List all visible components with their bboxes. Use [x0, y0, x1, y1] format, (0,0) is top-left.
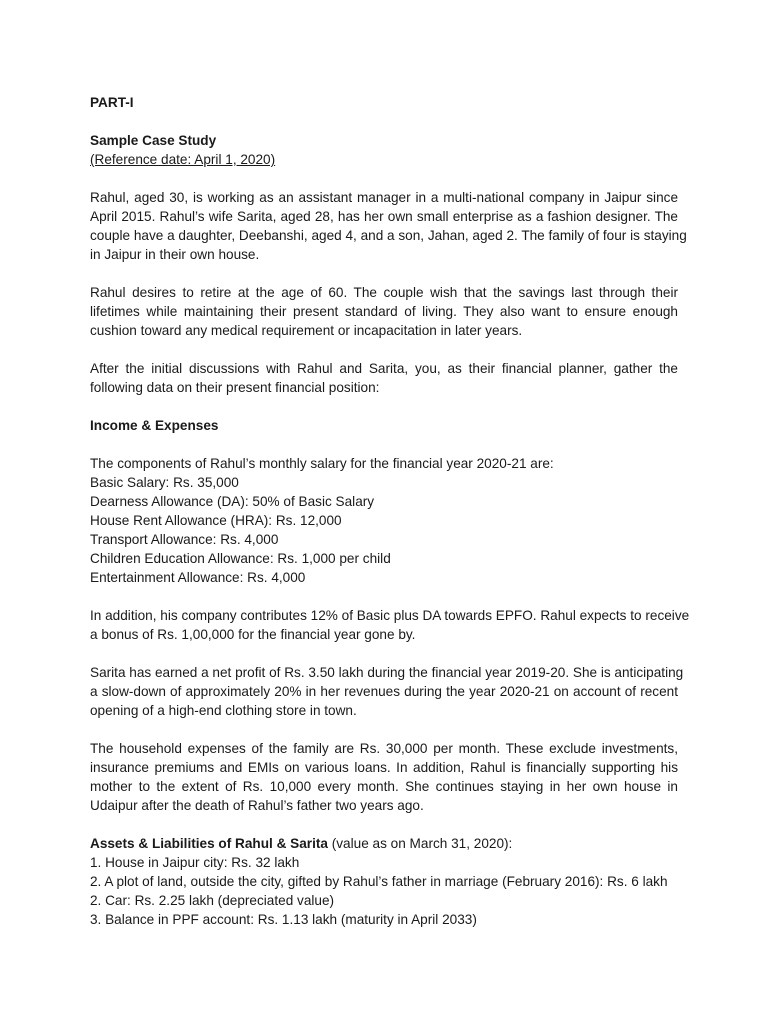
paragraph-line: Rahul desires to retire at the age of 60. The couple wish that the savings last through their — [90, 285, 678, 300]
paragraph-line: in Jaipur in their own house. — [90, 247, 260, 262]
salary-item: Dearness Allowance (DA): 50% of Basic Salary — [90, 494, 375, 509]
paragraph-line: April 2015. Rahul’s wife Sarita, aged 28, has her own small enterprise as a fashion designer. The — [90, 209, 678, 224]
part-heading: PART-I — [90, 95, 134, 110]
paragraph-line: After the initial discussions with Rahul and Sarita, you, as their financial planner, gather the — [90, 361, 678, 376]
paragraph-line: cushion toward any medical requirement or incapacitation in later years. — [90, 323, 523, 338]
paragraph-line: Sarita has earned a net profit of Rs. 3.50 lakh during the financial year 2019-20. She is anticipating — [90, 665, 684, 680]
assets-liabilities-heading-line — [90, 834, 678, 853]
paragraph-line: a slow-down of approximately 20% in her revenues during the year 2020-21 on account of recent — [90, 684, 678, 699]
salary-item: Transport Allowance: Rs. 4,000 — [90, 532, 279, 547]
salary-intro: The components of Rahul’s monthly salary for the financial year 2020-21 are: — [90, 456, 554, 471]
spacer — [90, 435, 678, 454]
spacer — [90, 112, 678, 131]
case-title: Sample Case Study — [90, 133, 217, 148]
paragraph-family-profile — [90, 188, 687, 264]
paragraph-line: couple have a daughter, Deebanshi, aged 4, and a son, Jahan, aged 2. The family of four is staying — [90, 228, 687, 243]
spacer — [90, 720, 678, 739]
assets-list — [90, 853, 678, 929]
paragraph-sarita-income — [90, 663, 684, 720]
paragraph-line: mother to the extent of Rs. 10,000 every month. She continues staying in her own house in — [90, 779, 678, 794]
salary-item: Entertainment Allowance: Rs. 4,000 — [90, 570, 306, 585]
paragraph-line: a bonus of Rs. 1,00,000 for the financial year gone by. — [90, 627, 416, 642]
salary-item: Children Education Allowance: Rs. 1,000 per child — [90, 551, 391, 566]
paragraph-data-gathering — [90, 359, 678, 397]
spacer — [90, 587, 678, 606]
spacer — [90, 644, 678, 663]
income-expenses-heading: Income & Expenses — [90, 418, 219, 433]
paragraph-line: following data on their present financial position: — [90, 380, 380, 395]
salary-item: Basic Salary: Rs. 35,000 — [90, 475, 239, 490]
assets-heading-note: (value as on March 31, 2020): — [327, 836, 513, 851]
paragraph-line: Rahul, aged 30, is working as an assistant manager in a multi-national company in Jaipur since — [90, 190, 678, 205]
paragraph-line: Udaipur after the death of Rahul’s father two years ago. — [90, 798, 424, 813]
reference-date: (Reference date: April 1, 2020) — [90, 152, 276, 167]
spacer — [90, 169, 678, 188]
paragraph-goals — [90, 283, 678, 340]
paragraph-line: opening of a high-end clothing store in town. — [90, 703, 357, 718]
document-page — [90, 93, 690, 929]
asset-item: 2. Car: Rs. 2.25 lakh (depreciated value) — [90, 893, 335, 908]
asset-item: 1. House in Jaipur city: Rs. 32 lakh — [90, 855, 300, 870]
paragraph-line: In addition, his company contributes 12% of Basic plus DA towards EPFO. Rahul expects to receive — [90, 608, 690, 623]
paragraph-line: insurance premiums and EMIs on various loans. In addition, Rahul is financially supporting his — [90, 760, 678, 775]
spacer — [90, 815, 678, 834]
paragraph-epfo-bonus — [90, 606, 690, 644]
spacer — [90, 397, 678, 416]
asset-item: 2. A plot of land, outside the city, gifted by Rahul’s father in marriage (February 2016): Rs. 6 lakh — [90, 874, 668, 889]
paragraph-household-expenses — [90, 739, 678, 815]
salary-components-list — [90, 473, 678, 587]
asset-item: 3. Balance in PPF account: Rs. 1.13 lakh (maturity in April 2033) — [90, 912, 477, 927]
salary-item: House Rent Allowance (HRA): Rs. 12,000 — [90, 513, 342, 528]
spacer — [90, 340, 678, 359]
spacer — [90, 264, 678, 283]
paragraph-line: lifetimes while maintaining their present standard of living. They also want to ensure enough — [90, 304, 678, 319]
paragraph-line: The household expenses of the family are Rs. 30,000 per month. These exclude investments, — [90, 741, 678, 756]
assets-liabilities-heading: Assets & Liabilities of Rahul & Sarita — [90, 836, 328, 851]
